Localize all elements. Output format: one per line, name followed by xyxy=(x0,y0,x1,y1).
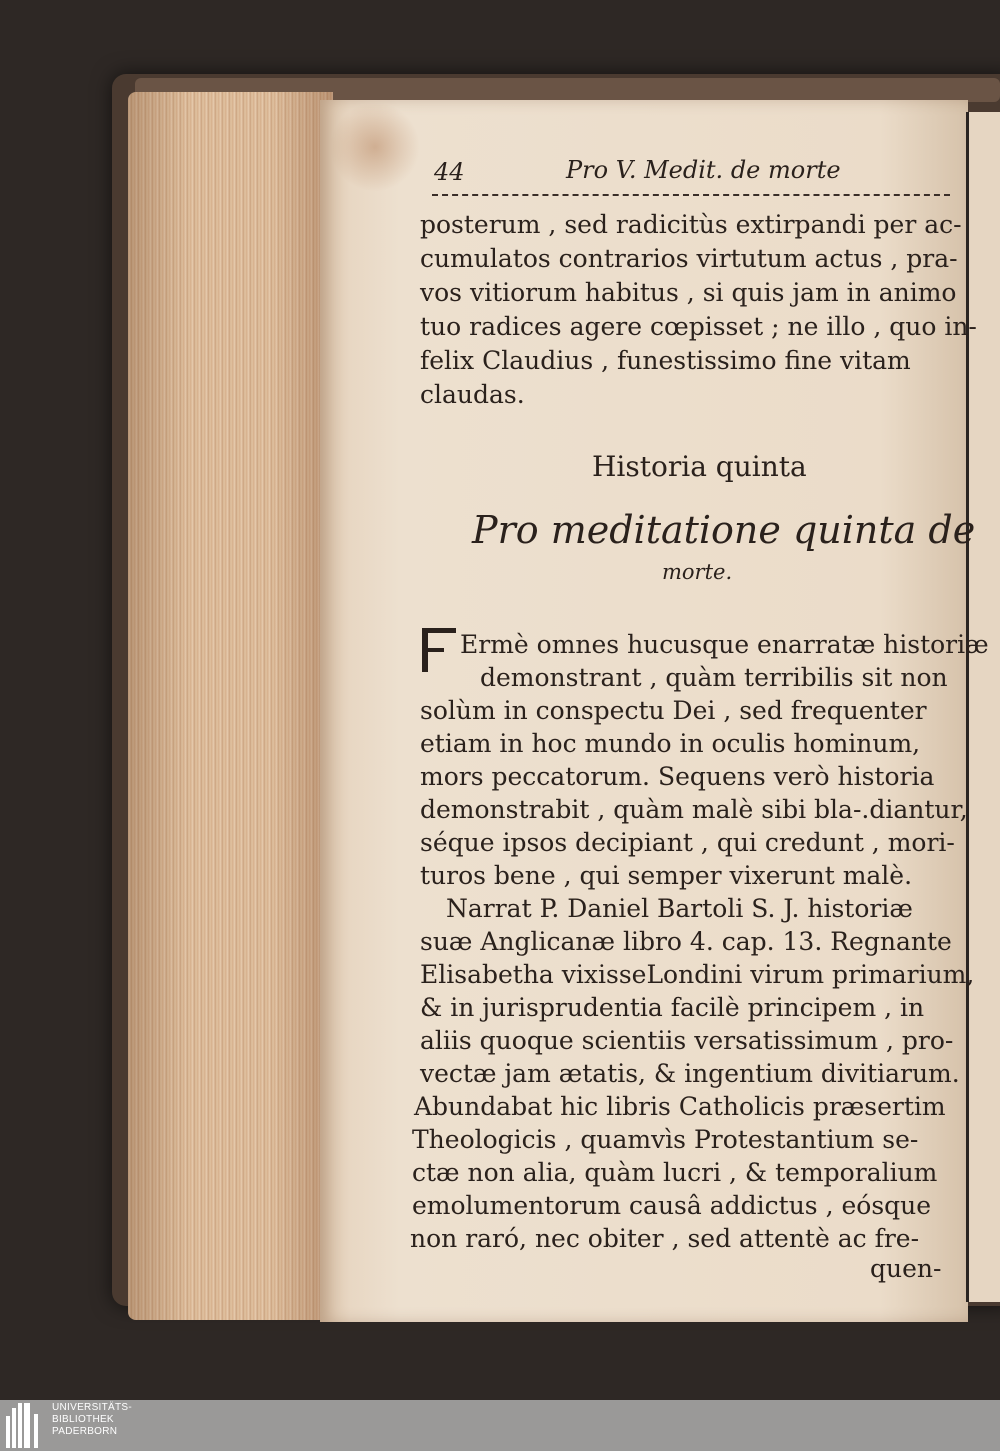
text-line: ctæ non alia, quàm lucri , & temporalium xyxy=(412,1158,938,1187)
text-line: emolumentorum causâ addictus , eósque xyxy=(412,1191,932,1220)
text-line: Ermè omnes hucusque enarratæ historiæ xyxy=(460,630,989,659)
text-line: posterum , sed radicitùs extirpandi per ac- xyxy=(420,210,962,239)
text-line: aliis quoque scientiis versatissimum , pro- xyxy=(420,1026,954,1055)
text-line: & in jurisprudentia facilè principem , in xyxy=(420,993,925,1022)
text-line: Abundabat hic libris Catholicis præsertim xyxy=(414,1092,946,1121)
catchword: quen- xyxy=(870,1254,942,1283)
text-line: vos vitiorum habitus , si quis jam in animo xyxy=(420,278,957,307)
text-line: claudas. xyxy=(420,380,525,409)
text-line: Theologicis , quamvìs Protestantium se- xyxy=(412,1125,919,1154)
facing-page-edge xyxy=(966,112,1000,1302)
section-title-continuation: morte. xyxy=(662,560,733,584)
page-stain xyxy=(330,102,420,192)
header-rule xyxy=(432,194,950,196)
text-line: etiam in hoc mundo in oculis hominum, xyxy=(420,729,921,758)
library-footer xyxy=(0,1400,1000,1451)
drop-cap xyxy=(418,628,456,672)
text-line: tuo radices agere cœpisset ; ne illo , quo in- xyxy=(420,312,977,341)
text-line: Narrat P. Daniel Bartoli S. J. historiæ xyxy=(446,894,913,923)
section-subheading: Historia quinta xyxy=(592,450,807,483)
text-line: demonstrabit , quàm malè sibi bla-.diantur, xyxy=(420,795,968,824)
text-line: mors peccatorum. Sequens verò historia xyxy=(420,762,935,791)
text-line: demonstrant , quàm terribilis sit non xyxy=(480,663,948,692)
text-line: felix Claudius , funestissimo fine vitam xyxy=(420,346,911,375)
text-line: vectæ jam ætatis, & ingentium divitiarum. xyxy=(420,1059,960,1088)
text-line: séque ipsos decipiant , qui credunt , mori- xyxy=(420,828,955,857)
section-title: Pro meditatione quinta de xyxy=(472,508,976,552)
page-number: 44 xyxy=(434,158,465,186)
text-line: cumulatos contrarios virtutum actus , pra- xyxy=(420,244,958,273)
running-head: Pro V. Medit. de morte xyxy=(566,156,841,184)
text-line: suæ Anglicanæ libro 4. cap. 13. Regnante xyxy=(420,927,952,956)
library-logo-icon xyxy=(4,1403,44,1448)
library-name: UNIVERSITÄTS- BIBLIOTHEK PADERBORN xyxy=(52,1402,133,1437)
text-line: turos bene , qui semper vixerunt malè. xyxy=(420,861,913,890)
text-line: non raró, nec obiter , sed attentè ac fre- xyxy=(410,1224,920,1253)
text-line: Elisabetha vixisseLondini virum primarium, xyxy=(420,960,975,989)
text-line: solùm in conspectu Dei , sed frequenter xyxy=(420,696,927,725)
